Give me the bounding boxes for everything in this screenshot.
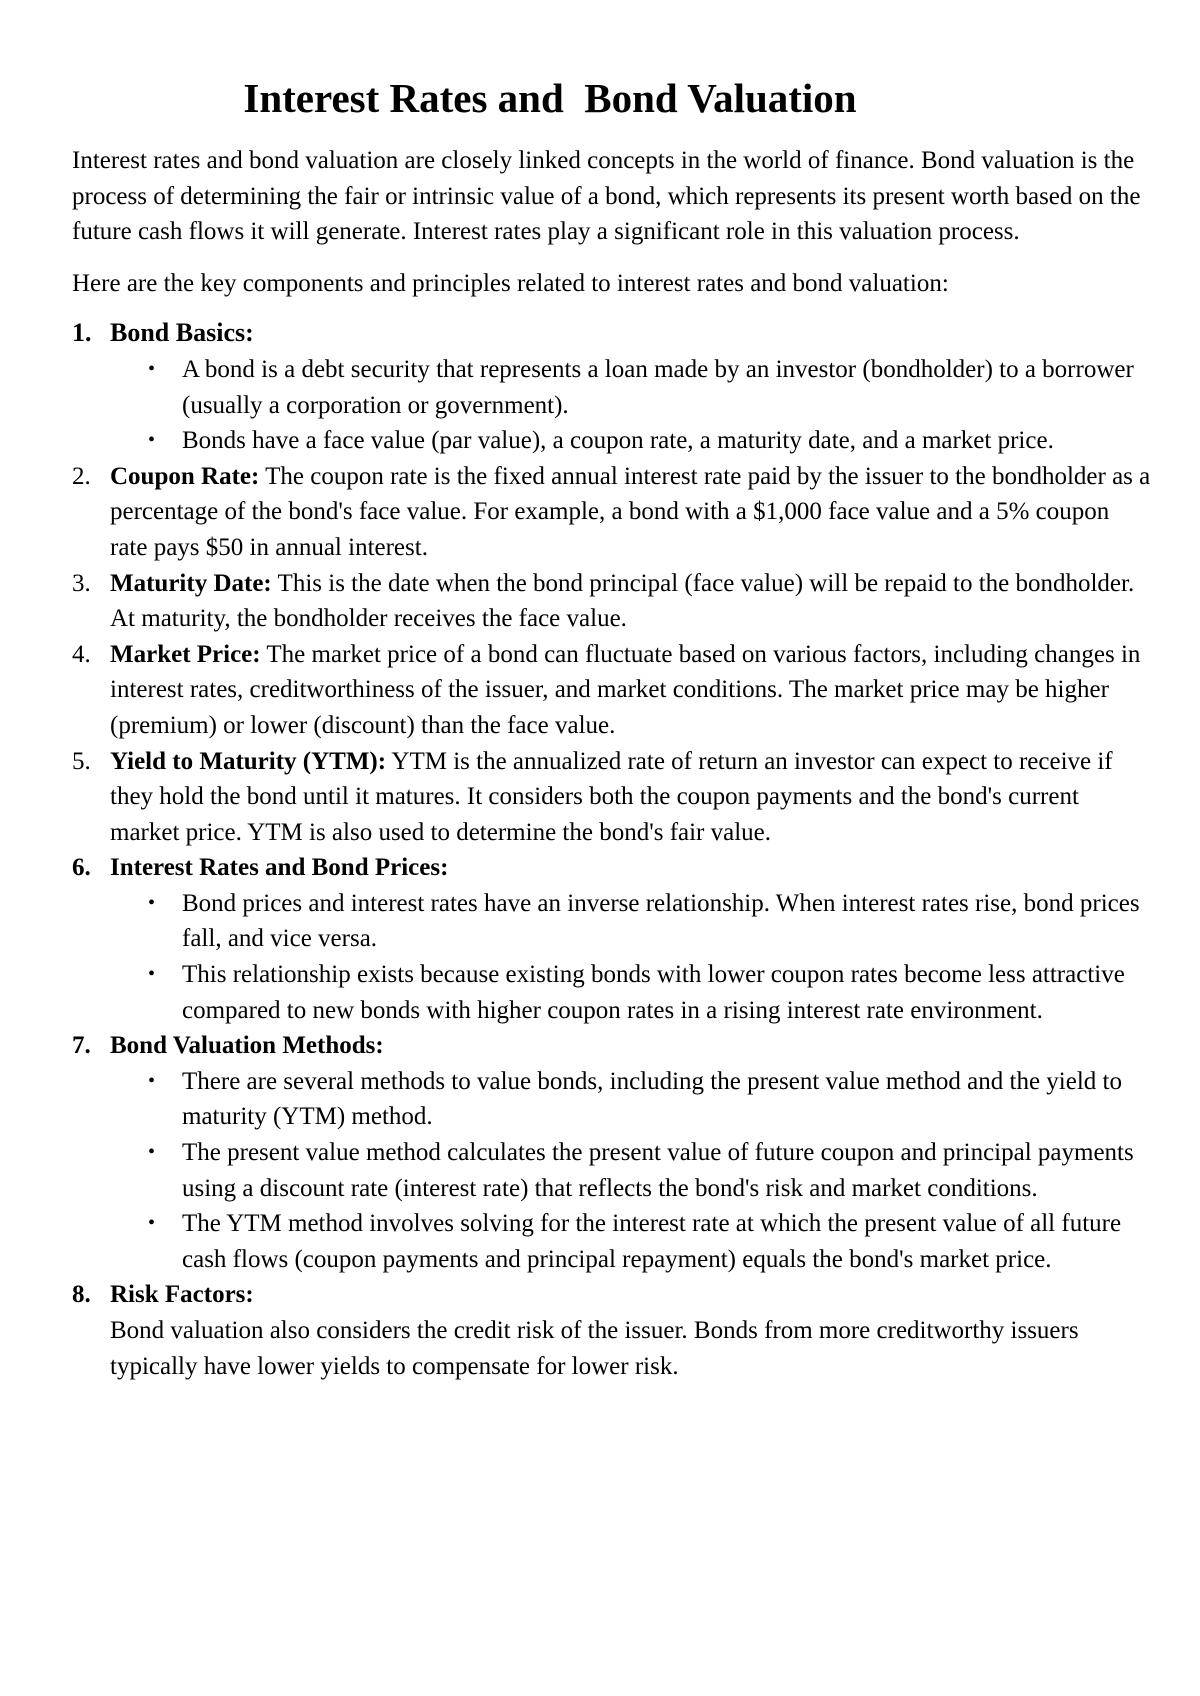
list-number: 6. <box>72 854 91 882</box>
bullet-list <box>110 352 1152 459</box>
bullet-text: There are several methods to value bonds, including the present value method and the yield to maturity (YTM) method. <box>182 1067 1122 1131</box>
list-item-maturity-date <box>72 566 1152 637</box>
bullet-icon: • <box>148 963 156 986</box>
bullet-icon: • <box>148 357 156 380</box>
bullet-item <box>110 1064 1152 1135</box>
bullet-item <box>110 1206 1152 1277</box>
list-item-interest-rates-bond-prices <box>72 850 1152 1028</box>
bullet-list <box>110 1064 1152 1278</box>
list-text: This is the date when the bond principal (face value) will be repaid to the bondholder. At maturity, the bondholder receives the face value. <box>110 569 1135 633</box>
bullet-item <box>110 352 1152 423</box>
list-heading: Bond Valuation Methods: <box>110 1032 384 1060</box>
document-body <box>72 143 1152 1384</box>
bullet-item <box>110 1135 1152 1206</box>
list-number: 3. <box>72 569 91 597</box>
bullet-item <box>110 423 1152 459</box>
bullet-icon: • <box>148 429 156 452</box>
bullet-icon: • <box>148 1212 156 1235</box>
list-item-market-price <box>72 637 1152 744</box>
list-item-yield-to-maturity <box>72 744 1152 851</box>
intro-paragraph: Interest rates and bond valuation are closely linked concepts in the world of finance. Bond valuation is the process of determining the fair or intrinsic value of a bond, which represents its present worth based on the future cash flows it will generate. Interest rates play a significant role in this valuation process. <box>72 147 1141 246</box>
list-heading: Maturity Date: <box>110 569 272 597</box>
bullet-text: The present value method calculates the present value of future coupon and principal payments using a discount rate (interest rate) that reflects the bond's risk and market conditions. <box>182 1139 1134 1202</box>
document-title: Interest Rates and Bond Valuation <box>243 75 857 121</box>
list-text: The coupon rate is the fixed annual interest rate paid by the issuer to the bondholder as a percentage of the bond's face value. For example, a bond with a $1,000 face value and a 5% coupon rate pays $50 in annual interest. <box>110 462 1151 561</box>
bullet-text: A bond is a debt security that represents a loan made by an investor (bondholder) to a borrower (usually a corporation or government). <box>182 355 1134 419</box>
bullet-text: This relationship exists because existing bonds with lower coupon rates become less attractive compared to new bonds with higher coupon rates in a rising interest rate environment. <box>182 961 1125 1024</box>
list-number: 8. <box>72 1281 91 1309</box>
list-paragraph: Bond valuation also considers the credit risk of the issuer. Bonds from more creditworthy issuers typically have lower yields to compensate for lower risk. <box>110 1317 1079 1380</box>
list-item-risk-factors <box>72 1277 1152 1384</box>
bullet-text: The YTM method involves solving for the interest rate at which the present value of all future cash flows (coupon payments and principal repayment) equals the bond's market price. <box>182 1210 1122 1273</box>
bullet-list <box>110 886 1152 1028</box>
bullet-icon: • <box>148 1141 156 1164</box>
bullet-text: Bond prices and interest rates have an inverse relationship. When interest rates rise, bond prices fall, and vice versa. <box>182 889 1140 953</box>
key-components-list <box>72 315 1152 1384</box>
list-heading: Coupon Rate: <box>110 462 260 490</box>
list-text: The market price of a bond can fluctuate based on various factors, including changes in interest rates, creditworthiness of the issuer, and market conditions. The market price may be higher (premium) or lower (discount) than the face value. <box>110 640 1141 739</box>
bullet-icon: • <box>148 891 156 914</box>
list-number: 5. <box>72 747 91 775</box>
list-heading: Market Price: <box>110 640 261 668</box>
bullet-item <box>110 957 1152 1028</box>
list-number: 4. <box>72 640 91 668</box>
list-heading: Bond Basics: <box>110 318 254 348</box>
bullet-item <box>110 886 1152 957</box>
list-number: 1. <box>72 318 92 348</box>
list-number: 2. <box>72 462 91 490</box>
list-heading: Risk Factors: <box>110 1281 254 1309</box>
list-item-coupon-rate <box>72 459 1152 566</box>
list-item-bond-basics <box>72 315 1152 458</box>
list-number: 7. <box>72 1032 91 1060</box>
bullet-icon: • <box>148 1069 156 1092</box>
bullet-text: Bonds have a face value (par value), a coupon rate, a maturity date, and a market price. <box>182 427 1054 455</box>
list-heading: Interest Rates and Bond Prices: <box>110 854 449 882</box>
intro-lead-in: Here are the key components and principles related to interest rates and bond valuation: <box>72 269 949 297</box>
list-item-bond-valuation-methods <box>72 1028 1152 1277</box>
list-text: YTM is the annualized rate of return an investor can expect to receive if they hold the bond until it matures. It considers both the coupon payments and the bond's current market price. YTM is also used to determine the bond's fair value. <box>110 747 1113 846</box>
list-heading: Yield to Maturity (YTM): <box>110 747 387 775</box>
